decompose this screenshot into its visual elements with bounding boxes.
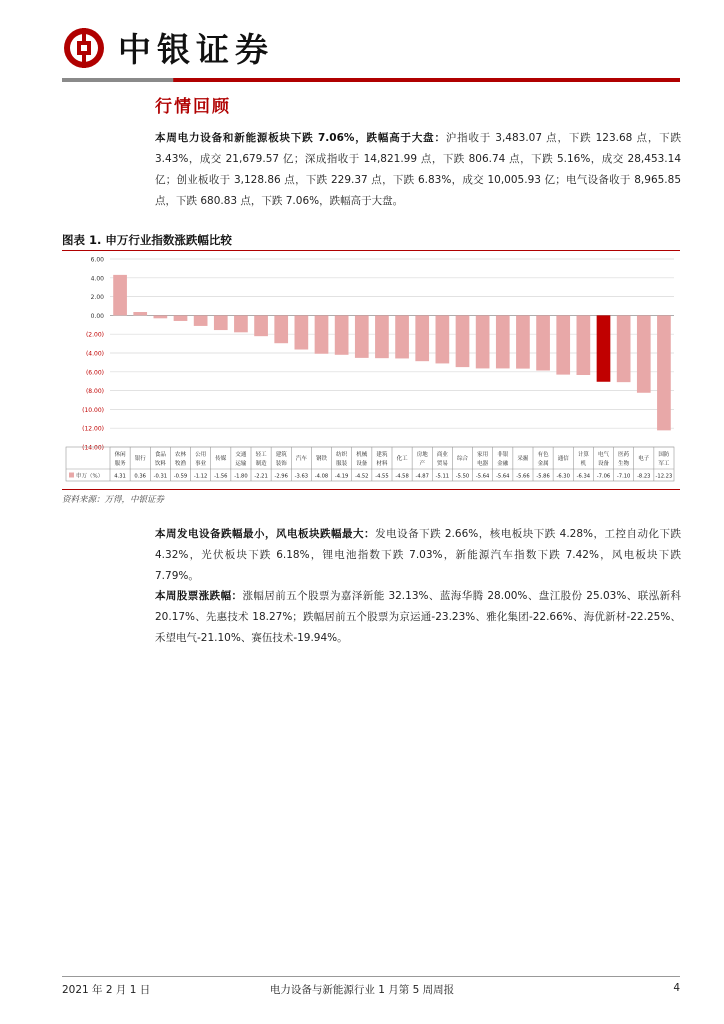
page-number: 4 xyxy=(673,982,680,994)
market-review-paragraph xyxy=(155,128,681,212)
brand-name: 中银证券 xyxy=(118,30,274,69)
x-tick-label: 制造 xyxy=(255,461,267,467)
bar xyxy=(597,315,611,381)
x-tick-label: 采掘 xyxy=(517,456,529,462)
paragraph-body: 沪指收于 3,483.07 点，下跌 123.68 点，下跌 3.43%，成交 21,679.57 亿；深成指收于 14,821.99 点，下跌 806.74 点，下跌 5.16%，成交 28,453.14 亿；创业板收于 3,128.86 点，下跌 229.37 点，下跌 6.83%，成交 10,005.93 亿；电气设备收于 8,965.85 点，下跌 680.83 点，下跌 7.06%，跌幅高于大盘。 xyxy=(155,132,681,207)
x-tick-label: 非银 xyxy=(497,452,509,458)
footer-rule xyxy=(62,976,680,977)
bank-logo-icon xyxy=(62,26,106,70)
x-tick-label: 电子 xyxy=(638,456,650,462)
legend-label: 申万（%） xyxy=(76,473,104,480)
bar xyxy=(194,315,208,326)
x-tick-label: 食品 xyxy=(154,452,166,458)
data-label: -5.66 xyxy=(516,473,530,480)
data-label: -12.23 xyxy=(655,473,673,480)
data-label: -5.64 xyxy=(475,473,490,480)
x-tick-label: 金融 xyxy=(497,461,509,467)
bar xyxy=(577,315,591,375)
x-tick-label: 有色 xyxy=(537,452,549,458)
paragraph-body: 发电设备下跌 2.66%，核电板块下跌 4.28%，工控自动化下跌 4.32%，光伏板块下跌 6.18%，锂电池指数下跌 7.03%，新能源汽车指数下跌 7.42%，风电板块下跌 7.79%。 xyxy=(155,528,682,582)
x-tick-label: 汽车 xyxy=(295,456,307,462)
x-tick-label: 事业 xyxy=(195,461,207,467)
data-label: -6.34 xyxy=(576,473,591,480)
sector-performance-paragraph xyxy=(155,524,681,587)
footer-title: 电力设备与新能源行业 1 月第 5 周周报 xyxy=(269,984,455,996)
y-tick-label: (12.00) xyxy=(82,425,104,433)
data-label: 4.31 xyxy=(114,473,126,480)
data-label: -5.86 xyxy=(536,473,550,480)
data-label: -4.55 xyxy=(375,473,389,480)
y-tick-label: (2.00) xyxy=(85,331,104,339)
x-tick-label: 金属 xyxy=(537,461,549,467)
bar xyxy=(133,312,147,315)
x-tick-label: 贸易 xyxy=(436,461,448,467)
bar xyxy=(274,315,288,343)
x-tick-label: 材料 xyxy=(376,461,388,467)
data-label: -1.80 xyxy=(234,473,248,480)
x-tick-label: 纺织 xyxy=(336,452,348,458)
x-tick-label: 机 xyxy=(580,461,587,467)
x-tick-label: 牧渔 xyxy=(174,461,187,467)
bar xyxy=(456,315,470,367)
data-label: -0.59 xyxy=(173,473,188,480)
x-tick-label: 轻工 xyxy=(255,452,267,458)
y-tick-label: 4.00 xyxy=(90,275,104,283)
x-tick-label: 服装 xyxy=(336,461,348,467)
x-tick-label: 设备 xyxy=(356,461,368,467)
y-tick-label: (4.00) xyxy=(85,350,104,358)
y-tick-label: (6.00) xyxy=(85,369,104,377)
figure-title: 图表 1. 申万行业指数涨跌幅比较 xyxy=(62,233,232,247)
bar-chart xyxy=(62,251,680,489)
bar xyxy=(295,315,309,349)
x-tick-label: 国防 xyxy=(658,452,670,458)
x-tick-label: 房地 xyxy=(416,452,428,458)
x-tick-label: 公用 xyxy=(195,452,207,458)
bar xyxy=(315,315,329,353)
data-label: -4.08 xyxy=(314,473,329,480)
data-label: -1.56 xyxy=(214,473,228,480)
x-tick-label: 军工 xyxy=(658,461,670,467)
paragraph-body: 涨幅居前五个股票为嘉泽新能 32.13%、蓝海华腾 28.00%、盘江股份 25.03%、联泓新科 20.17%、先惠技术 18.27%；跌幅居前五个股票为京运通-23.23%、雅化集团-22.66%、海优新材-22.25%、禾望电气-21.10%、赛伍技术-19.94%。 xyxy=(155,590,682,644)
x-tick-label: 综合 xyxy=(456,456,469,462)
bar xyxy=(637,315,651,392)
x-tick-label: 建筑 xyxy=(376,452,388,458)
data-label: 0.36 xyxy=(134,473,146,480)
x-tick-label: 通信 xyxy=(557,456,569,462)
data-label: -1.12 xyxy=(193,473,208,480)
x-tick-label: 产 xyxy=(419,461,425,467)
bar xyxy=(154,315,168,318)
data-label: -2.96 xyxy=(274,473,288,480)
data-label: -4.58 xyxy=(395,473,409,480)
y-tick-label: 2.00 xyxy=(90,294,104,302)
x-tick-label: 服务 xyxy=(114,461,126,467)
x-tick-label: 建筑 xyxy=(275,452,287,458)
bar xyxy=(375,315,389,358)
x-tick-label: 生物 xyxy=(618,461,630,467)
stock-performance-paragraph xyxy=(155,586,681,649)
data-label: -4.52 xyxy=(355,473,369,480)
footer-date: 2021 年 2 月 1 日 xyxy=(62,984,151,996)
x-tick-label: 医药 xyxy=(618,452,630,458)
x-tick-label: 运输 xyxy=(235,461,247,467)
bar xyxy=(436,315,450,363)
x-tick-label: 设备 xyxy=(597,461,610,467)
section-title: 行情回顾 xyxy=(155,97,231,117)
y-tick-label: (8.00) xyxy=(85,388,104,396)
paragraph-lead: 本周股票涨跌幅： xyxy=(155,590,243,602)
y-tick-label: 6.00 xyxy=(90,256,104,264)
bar xyxy=(476,315,490,368)
x-tick-label: 电器 xyxy=(477,461,489,467)
x-tick-label: 计算 xyxy=(577,452,589,458)
x-tick-label: 传媒 xyxy=(215,456,227,462)
data-label: -4.19 xyxy=(334,473,349,480)
data-label: -3.63 xyxy=(294,473,309,480)
x-tick-label: 农林 xyxy=(174,452,187,458)
data-label: -8.23 xyxy=(637,473,651,480)
figure-chart xyxy=(62,251,680,489)
x-tick-label: 饮料 xyxy=(154,461,166,467)
figure-bottom-rule xyxy=(62,489,680,490)
x-tick-label: 钢铁 xyxy=(315,456,328,462)
bar xyxy=(395,315,409,358)
x-tick-label: 商业 xyxy=(436,452,448,458)
bar xyxy=(254,315,268,336)
bar xyxy=(496,315,510,368)
data-label: -5.11 xyxy=(435,473,450,480)
bar xyxy=(536,315,550,370)
data-label: -6.30 xyxy=(556,473,570,480)
paragraph-lead: 本周电力设备和新能源板块下跌 7.06%，跌幅高于大盘： xyxy=(155,132,446,144)
data-label: -0.31 xyxy=(153,473,168,480)
bar xyxy=(355,315,369,357)
y-tick-label: 0.00 xyxy=(90,312,104,320)
x-tick-label: 银行 xyxy=(134,456,146,462)
paragraph-lead: 本周发电设备跌幅最小，风电板块跌幅最大： xyxy=(155,528,376,540)
x-tick-label: 装饰 xyxy=(275,461,287,467)
y-tick-label: (10.00) xyxy=(82,406,104,414)
x-tick-label: 家用 xyxy=(477,452,489,458)
bar xyxy=(174,315,188,321)
x-tick-label: 电气 xyxy=(597,452,610,458)
y-tick-label: (14.00) xyxy=(82,444,104,452)
x-tick-label: 机械 xyxy=(356,452,368,458)
bar xyxy=(335,315,349,354)
data-label: -4.87 xyxy=(415,473,429,480)
bar xyxy=(214,315,228,330)
header xyxy=(62,24,274,71)
bar xyxy=(617,315,631,382)
data-label: -7.06 xyxy=(596,473,611,480)
x-tick-label: 化工 xyxy=(396,456,408,462)
data-label: -2.21 xyxy=(254,473,268,480)
bar xyxy=(516,315,530,368)
bar xyxy=(415,315,429,361)
x-tick-label: 交通 xyxy=(235,452,247,458)
data-label: -5.64 xyxy=(496,473,510,480)
data-label: -5.50 xyxy=(455,473,470,480)
legend-swatch xyxy=(69,473,74,478)
bar xyxy=(556,315,570,374)
bar xyxy=(113,275,127,316)
x-tick-label: 休闲 xyxy=(114,452,126,458)
data-label: -7.10 xyxy=(616,473,631,480)
figure-source: 资料来源：万得，中银证券 xyxy=(62,495,165,505)
bar xyxy=(657,315,671,430)
bar xyxy=(234,315,248,332)
